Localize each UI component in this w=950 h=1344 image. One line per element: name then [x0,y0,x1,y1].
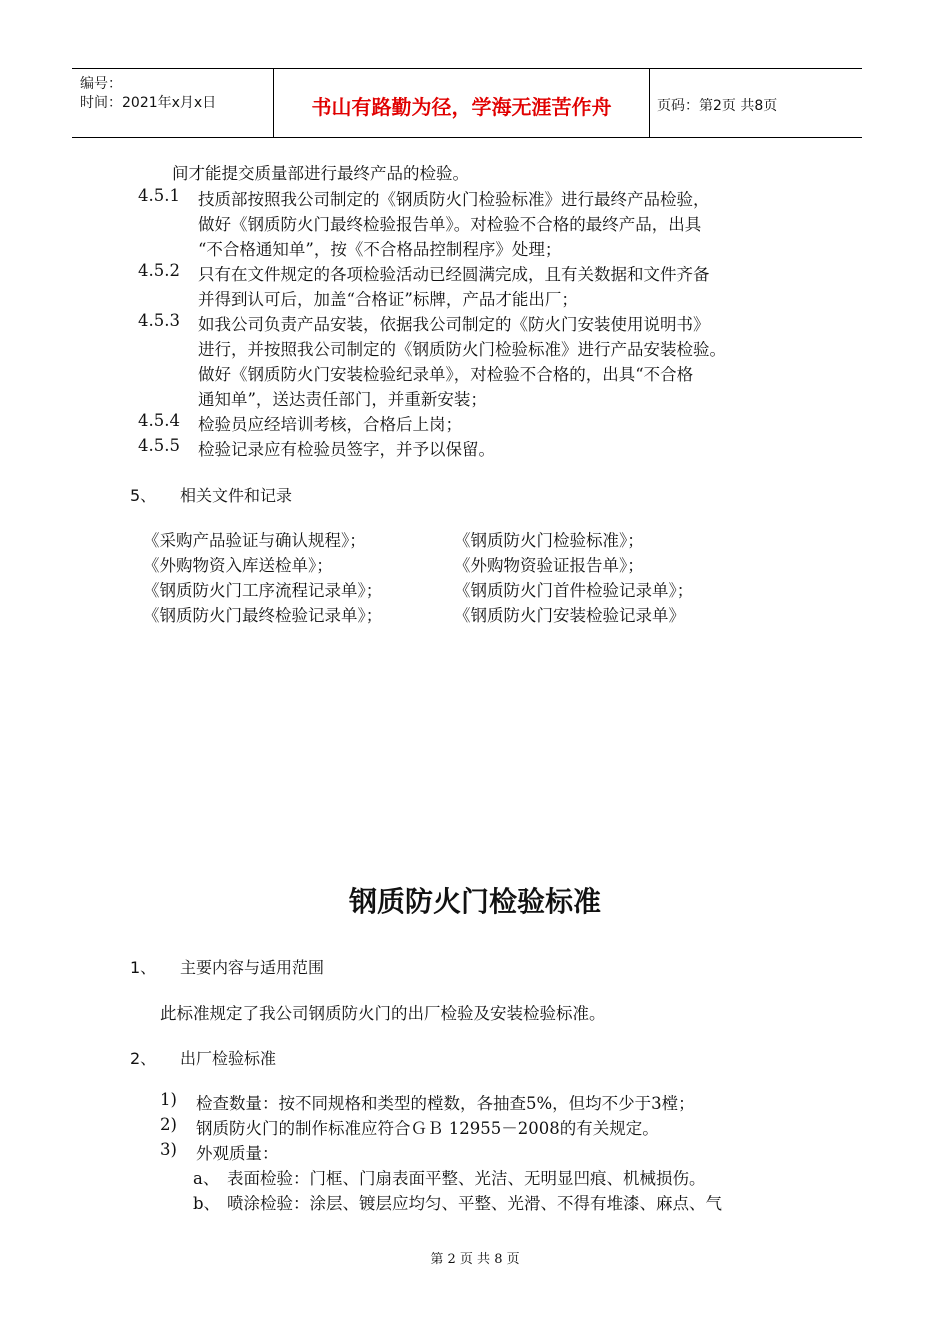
list-number: 1) [160,1090,177,1109]
clause-number: 4.5.4 [138,411,180,430]
section-number: 5、 [130,486,157,505]
section-number: 2、 [130,1049,157,1068]
section-title: 主要内容与适用范围 [180,958,325,977]
header-motto-cell [273,69,650,137]
list-number: 3) [160,1140,177,1159]
record-item: 《钢质防火门安装检验记录单》 [454,606,685,625]
clause-line: “不合格通知单”，按《不合格品控制程序》处理； [198,240,562,259]
clause-line: 进行，并按照我公司制定的《钢质防火门检验标准》进行产品安装检验。 [198,340,726,359]
page-footer: 第 2 页 共 8 页 [430,1252,520,1267]
sublist-letter: b、 [193,1194,221,1213]
list-item: 外观质量： [196,1144,279,1163]
document-time-label: 时间：2021年x月x日 [80,95,217,111]
clause-number: 4.5.1 [138,186,180,205]
clause-number: 4.5.3 [138,311,180,330]
sublist-item: 表面检验：门框、门扇表面平整、光洁、无明显凹痕、机械损伤。 [227,1169,706,1188]
section-text: 此标准规定了我公司钢质防火门的出厂检验及安装检验标准。 [160,1004,606,1023]
clause-line: 做好《钢质防火门安装检验纪录单》，对检验不合格的，出具“不合格 [198,365,694,384]
clause-number: 4.5.5 [138,436,180,455]
document-number-label: 编号： [80,76,122,92]
clause-line: 并得到认可后，加盖“合格证”标牌，产品才能出厂； [198,290,578,309]
clause-number: 4.5.2 [138,261,180,280]
record-item: 《钢质防火门检验标准》； [454,531,644,550]
clause-line: 如我公司负责产品安装，依据我公司制定的《防火门安装使用说明书》 [198,315,710,334]
clause-line: 通知单”，送达责任部门，并重新安装； [198,390,487,409]
section-number: 1、 [130,958,157,977]
intro-line: 间才能提交质量部进行最终产品的检验。 [172,164,469,183]
page-header [72,68,862,138]
clause-line: 检验记录应有检验员签字，并予以保留。 [198,440,495,459]
clause-line: 检验员应经培训考核，合格后上岗； [198,415,462,434]
record-item: 《钢质防火门首件检验记录单》； [454,581,694,600]
list-number: 2) [160,1115,177,1134]
document-title: 钢质防火门检验标准 [348,885,601,918]
header-page-label: 页码：第2页 共8页 [657,98,778,114]
record-item: 《采购产品验证与确认规程》； [143,531,366,550]
sublist-item: 喷涂检验：涂层、镀层应均匀、平整、光滑、不得有堆漆、麻点、气 [227,1194,722,1213]
section-title: 相关文件和记录 [180,486,293,505]
clause-line: 技质部按照我公司制定的《钢质防火门检验标准》进行最终产品检验， [198,190,710,209]
header-motto: 书山有路勤为径，学海无涯苦作舟 [311,95,612,119]
record-item: 《外购物资验证报告单》； [454,556,644,575]
sublist-letter: a、 [193,1169,220,1188]
section-title: 出厂检验标准 [180,1049,277,1068]
record-item: 《钢质防火门工序流程记录单》； [143,581,383,600]
clause-line: 做好《钢质防火门最终检验报告单》。对检验不合格的最终产品，出具 [198,215,702,234]
record-item: 《外购物资入库送检单》； [143,556,333,575]
clause-line: 只有在文件规定的各项检验活动已经圆满完成，且有关数据和文件齐备 [198,265,710,284]
list-item: 检查数量：按不同规格和类型的樘数，各抽查5%，但均不少于3樘； [196,1094,695,1113]
list-item: 钢质防火门的制作标准应符合ＧＢ 12955－2008的有关规定。 [196,1119,659,1138]
record-item: 《钢质防火门最终检验记录单》； [143,606,383,625]
